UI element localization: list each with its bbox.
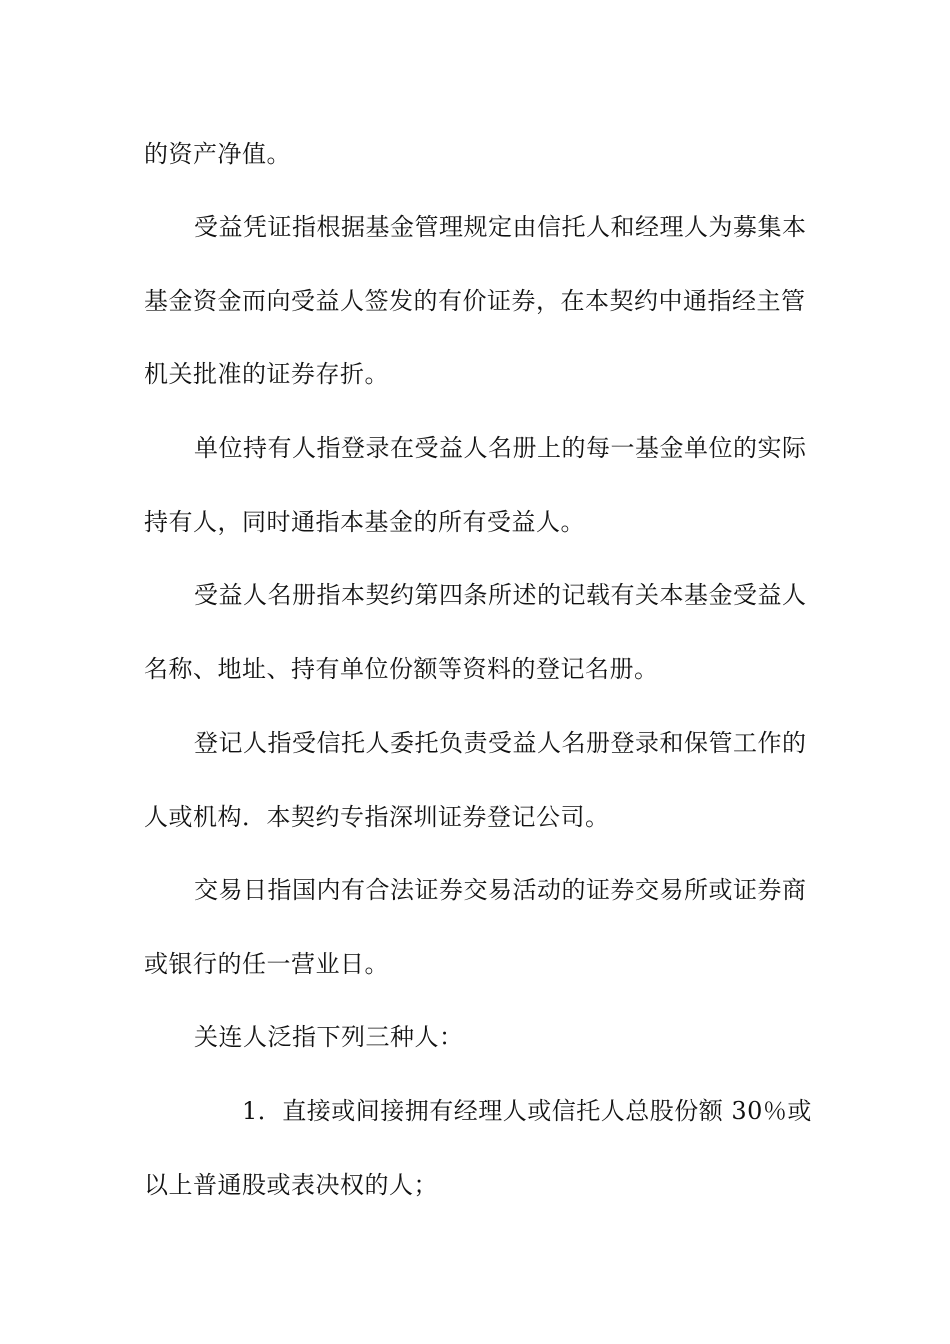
text-line-14: 1．直接或间接拥有经理人或信托人总股份额 30％或 <box>242 1097 812 1125</box>
text-line-2: 受益凭证指根据基金管理规定由信托人和经理人为募集本 <box>194 213 807 241</box>
text-line-13: 关连人泛指下列三种人： <box>194 1023 464 1051</box>
text-line-7: 受益人名册指本契约第四条所述的记载有关本基金受益人 <box>194 581 807 609</box>
text-line-4: 机关批准的证券存折。 <box>144 360 389 388</box>
text-line-3: 基金资金而向受益人签发的有价证券，在本契约中通指经主管 <box>144 287 806 315</box>
text-line-11: 交易日指国内有合法证券交易活动的证券交易所或证券商 <box>194 876 807 904</box>
text-line-10: 人或机构．本契约专指深圳证券登记公司。 <box>144 803 610 831</box>
text-line-9: 登记人指受信托人委托负责受益人名册登录和保管工作的 <box>194 729 807 757</box>
text-line-15: 以上普通股或表决权的人； <box>144 1171 438 1199</box>
text-line-6: 持有人，同时通指本基金的所有受益人。 <box>144 508 585 536</box>
text-line-1: 的资产净值。 <box>144 140 291 168</box>
text-line-8: 名称、地址、持有单位份额等资料的登记名册。 <box>144 655 659 683</box>
text-line-5: 单位持有人指登录在受益人名册上的每一基金单位的实际 <box>194 434 807 462</box>
text-line-12: 或银行的任一营业日。 <box>144 950 389 978</box>
